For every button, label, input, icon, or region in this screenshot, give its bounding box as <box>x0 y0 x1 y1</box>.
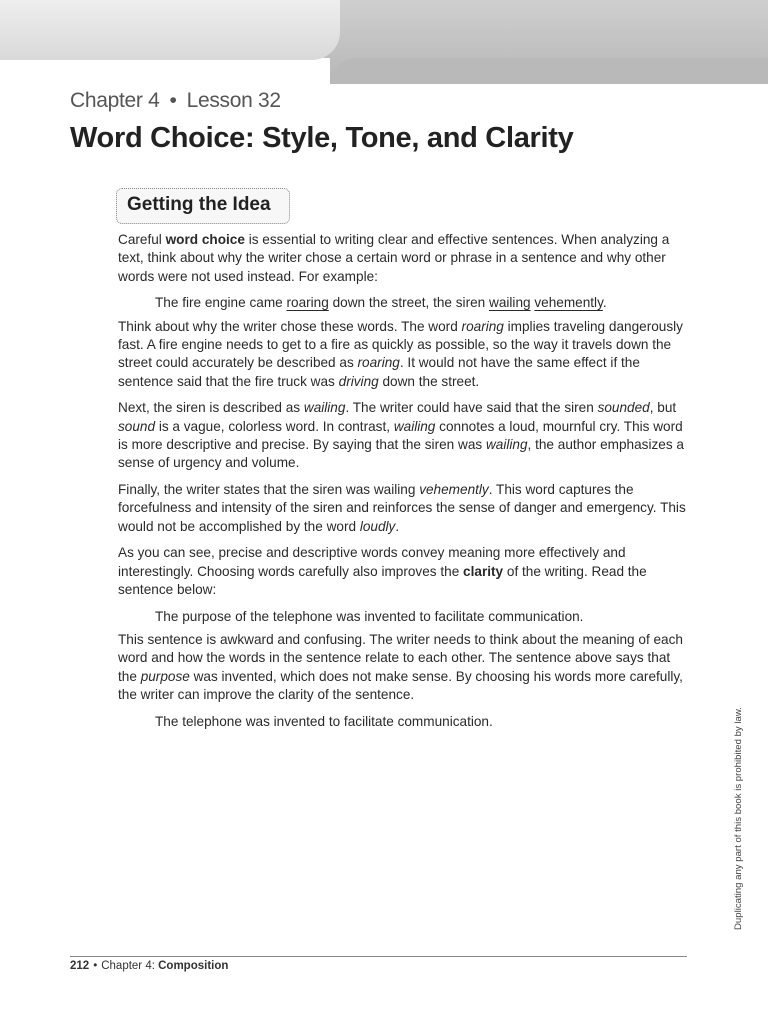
page-number: 212 <box>70 960 90 972</box>
header-tab <box>0 0 340 60</box>
copyright-side-note: Duplicating any part of this book is prohibited by law. <box>733 707 744 930</box>
lesson-label: Lesson 32 <box>186 89 281 112</box>
term-clarity: clarity <box>463 563 504 579</box>
paragraph-awkward: This sentence is awkward and confusing. The writer needs to think about the meaning of each word and how the words in the sentence relate to each other. The sentence above says that the purpose was invented, which does not make sense. By choosing his words more carefully, the writer can improve the clarity of the sentence. <box>118 632 683 703</box>
paragraph-vehemently: Finally, the writer states that the siren was wailing vehemently. This word captures the forcefulness and intensity of the siren and reinforces the sense of danger and emergency. This would not be accomplished by the word loudly. <box>118 482 686 534</box>
paragraph-wailing: Next, the siren is described as wailing. The writer could have said that the siren sounded, but sound is a vague, colorless word. In contrast, wailing connotes a loud, mournful cry. This word is more descriptive and precise. By saying that the siren was wailing, the author emphasizes a sense of urgency and volume. <box>118 400 684 471</box>
underlined-vehemently: vehemently <box>534 295 603 311</box>
chapter-separator: • <box>169 89 177 112</box>
chapter-lesson-line <box>70 89 281 113</box>
page-title: Word Choice: Style, Tone, and Clarity <box>70 122 574 154</box>
lesson-body <box>118 231 688 736</box>
example-sentence-1: The fire engine came roaring down the street, the siren wailing vehemently. <box>155 295 607 311</box>
header-white-gap <box>0 58 330 88</box>
term-word-choice: word choice <box>165 232 245 247</box>
underlined-wailing: wailing <box>489 295 531 311</box>
example-sentence-2: The purpose of the telephone was invented to facilitate communication. <box>155 608 584 624</box>
paragraph-intro: Careful word choice is essential to writing clear and effective sentences. When analyzing a text, think about why the writer chose a certain word or phrase in a sentence and why other words were not used instead. For example: <box>118 232 670 284</box>
footer-bullet: • <box>93 960 98 972</box>
header-band-lower <box>330 58 768 84</box>
paragraph-roaring: Think about why the writer chose these words. The word roaring implies traveling dangerously fast. A fire engine needs to get to a fire as quickly as possible, so the way it travels down the street could accurately be described as roaring. It would not have the same effect if the sentence said that the fire truck was driving down the street. <box>118 318 683 389</box>
underlined-roaring: roaring <box>286 295 329 311</box>
footer-chapter-label: Chapter 4: <box>101 960 159 972</box>
footer-divider <box>70 956 687 957</box>
example-sentence-3: The telephone was invented to facilitate communication. <box>155 713 493 729</box>
paragraph-clarity: As you can see, precise and descriptive words convey meaning more effectively and interestingly. Choosing words carefully also improves the clarity of the writing. Read the sentence below: <box>118 545 647 598</box>
chapter-label: Chapter 4 <box>70 89 160 112</box>
page-footer <box>70 960 228 972</box>
footer-part-name: Composition <box>158 960 229 972</box>
section-heading: Getting the Idea <box>127 194 271 215</box>
